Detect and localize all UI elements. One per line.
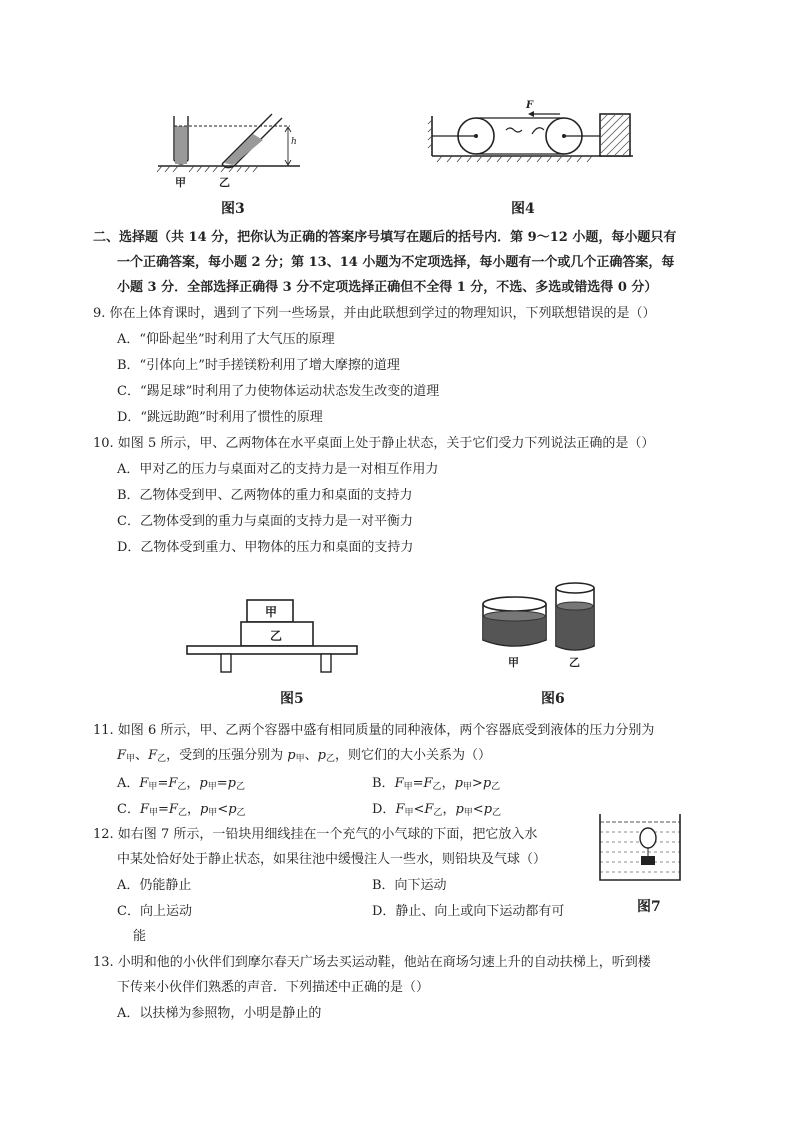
q9-stem: 9. 你在上体育课时，遇到了下列一些场景，并由此联想到学过的物理知识，下列联想错误的是（） [93,306,656,321]
figure-4-caption: 图4 [511,201,535,217]
q11-stem-line-2: $F_甲$、$F_乙$，受到的压强分别为 $p_甲$、$p_乙$，则它们的大小关系为（） [117,748,491,764]
q12-option-a: A．仍能静止 [117,878,192,893]
q12-option-d-line-2: 能 [133,929,147,944]
figure-3-label-yi: 乙 [219,176,230,189]
q12-stem-line-2: 中某处恰好处于静止状态，如果往池中缓慢注人一些水，则铅块及气球（） [117,852,547,867]
q13-stem-line-1: 13. 小明和他的小伙伴们到摩尔春天广场去买运动鞋，他站在商场匀速上升的自动扶梯上，听到楼 [93,955,651,970]
q11-option-d: D．$F_甲<F_乙$，$p_甲<p_乙$ [372,802,502,818]
q12-option-d-line-1: D．静止、向上或向下运动都有可 [372,904,565,919]
q10-option-b: B．乙物体受到甲、乙两物体的重力和桌面的支持力 [117,488,413,503]
q9-option-d: D．“跳远助跑”时利用了惯性的原理 [117,410,323,425]
figure-3-h-label: h [291,137,297,147]
figure-3-diagram [150,110,310,190]
figure-6-label-jia: 甲 [508,656,519,669]
q9-option-b: B．“引体向上”时手搓镁粉利用了增大摩擦的道理 [117,358,400,373]
figure-7-diagram [598,812,682,882]
figure-7-caption: 图7 [637,899,661,915]
q13-option-a: A．以扶梯为参照物，小明是静止的 [117,1006,322,1021]
q11-stem-line-1: 11. 如图 6 所示，甲、乙两个容器中盛有相同质量的同种液体，两个容器底受到液体的压力分别为 [93,723,655,738]
q10-option-d: D．乙物体受到重力、甲物体的压力和桌面的支持力 [117,540,414,555]
q12-option-b: B．向下运动 [372,878,447,893]
q11-option-c: C．$F_甲=F_乙$，$p_甲<p_乙$ [117,802,246,818]
q9-option-a: A．“仰卧起坐”时利用了大气压的原理 [117,332,335,347]
figure-5-label-jia: 甲 [265,605,278,619]
figure-3-label-jia: 甲 [175,176,186,189]
q13-stem-line-2: 下传来小伙伴们熟悉的声音．下列描述中正确的是（） [117,980,430,995]
figure-5-caption: 图5 [280,691,304,707]
figure-5-label-yi: 乙 [270,629,283,643]
q9-option-c: C．“踢足球”时利用了力使物体运动状态发生改变的道理 [117,384,440,399]
q10-stem: 10. 如图 5 所示，甲、乙两物体在水平桌面上处于静止状态，关于它们受力下列说法正确的是（） [93,436,655,451]
q11-option-a: A．$F_甲=F_乙$，$p_甲=p_乙$ [117,776,245,792]
figure-4-force-label: F [526,100,534,111]
figure-3-caption: 图3 [221,201,245,217]
figure-6-label-yi: 乙 [569,656,580,669]
section-2-line-1: 二、选择题（共 14 分，把你认为正确的答案序号填写在题后的括号内．第 9～12 小题，每小题只有 [93,230,677,245]
figure-4-diagram [428,100,638,180]
q10-option-c: C．乙物体受到的重力与桌面的支持力是一对平衡力 [117,514,413,529]
section-2-line-2: 一个正确答案，每小题 2 分；第 13、14 小题为不定项选择，每小题有一个或几个正确答案，每 [117,255,675,270]
section-2-line-3: 小题 3 分．全部选择正确得 3 分不定项选择正确但不全得 1 分，不选、多选或错选得 0 分） [117,280,658,295]
q12-option-c: C．向上运动 [117,904,192,919]
figure-6-diagram [480,580,605,655]
q10-option-a: A．甲对乙的压力与桌面对乙的支持力是一对相互作用力 [117,462,439,477]
q12-stem-line-1: 12. 如右图 7 所示，一铅块用细线挂在一个充气的小气球的下面，把它放入水 [93,827,538,842]
q11-option-b: B．$F_甲=F_乙$，$p_甲>p_乙$ [372,776,501,792]
figure-6-caption: 图6 [541,691,565,707]
